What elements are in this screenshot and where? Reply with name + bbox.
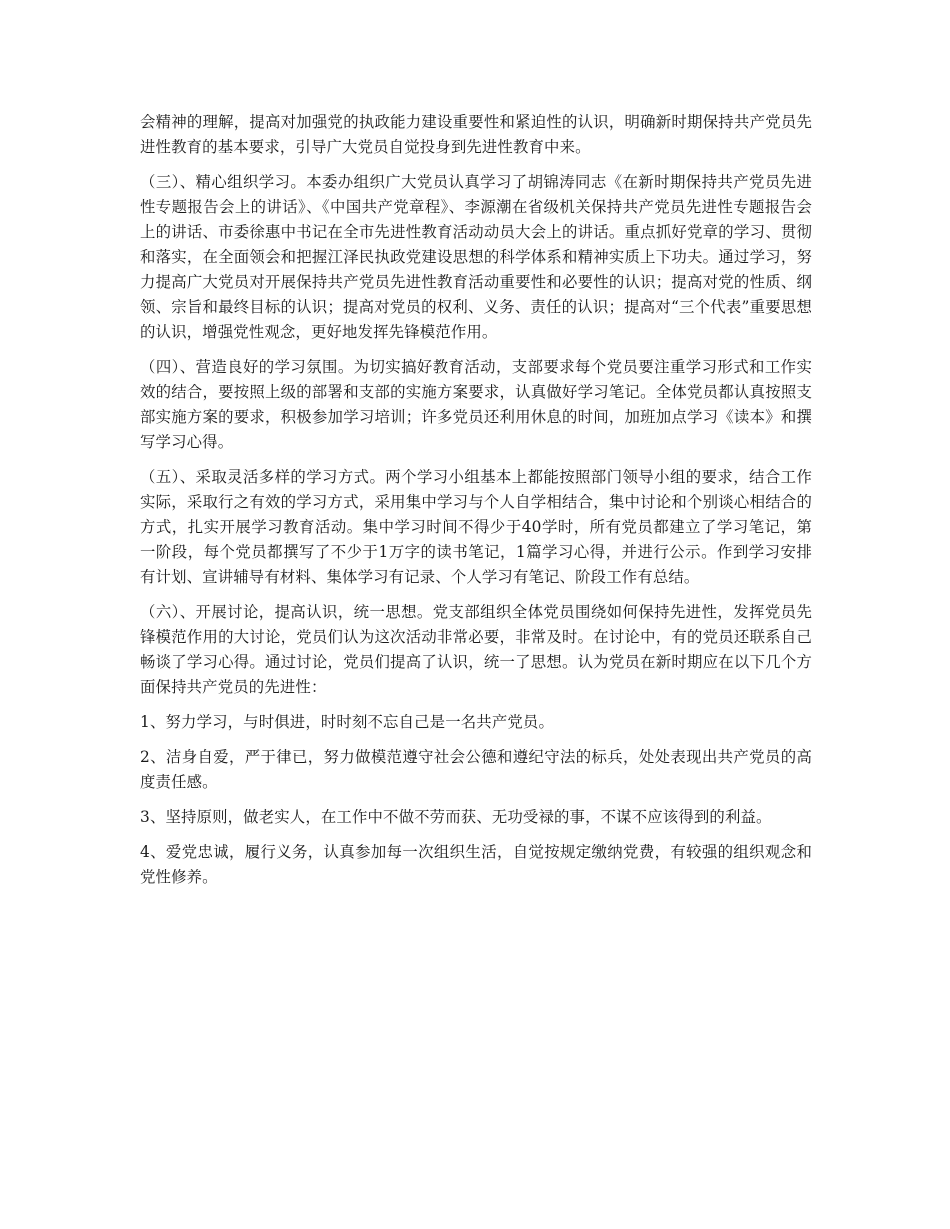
document-page (140, 110, 812, 900)
list-item-1: 1、努力学习，与时俱进，时时刻不忘自己是一名共产党员。 (140, 713, 554, 731)
paragraph-section-6: （六）、开展讨论，提高认识，统一思想。党支部组织全体党员围绕如何保持先进性，发挥党员先锋模范作用的大讨论，党员们认为这次活动非常必要，非常及时。在讨论中，有的党员还联系自己畅谈了学习心得。通过讨论，党员们提高了认识，统一了思想。认为党员在新时期应在以下几个方面保持共产党员的先进性： (140, 603, 812, 696)
paragraph-intro-continuation: 会精神的理解，提高对加强党的执政能力建设重要性和紧迫性的认识，明确新时期保持共产党员先进性教育的基本要求，引导广大党员自觉投身到先进性教育中来。 (140, 113, 812, 156)
paragraph-section-3: （三）、精心组织学习。本委办组织广大党员认真学习了胡锦涛同志《在新时期保持共产党员先进性专题报告会上的讲话》、《中国共产党章程》、李源潮在省级机关保持共产党员先进性专题报告会上的讲话、市委徐惠中书记在全市先进性教育活动动员大会上的讲话。重点抓好党章的学习、贯彻和落实，在全面领会和把握江泽民执政党建设思想的科学体系和精神实质上下功夫。通过学习，努力提高广大党员对开展保持共产党员先进性教育活动重要性和必要性的认识；提高对党的性质、纲领、宗旨和最终目标的认识；提高对党员的权利、义务、责任的认识；提高对“三个代表”重要思想的认识，增强党性观念，更好地发挥先锋模范作用。 (140, 173, 812, 341)
paragraph-section-5: （五）、采取灵活多样的学习方式。两个学习小组基本上都能按照部门领导小组的要求，结合工作实际，采取行之有效的学习方式，采用集中学习与个人自学相结合，集中讨论和个别谈心相结合的方式，扎实开展学习教育活动。集中学习时间不得少于40学时，所有党员都建立了学习笔记，第一阶段，每个党员都撰写了不少于1万字的读书笔记，1篇学习心得，并进行公示。作到学习安排有计划、宣讲辅导有材料、集体学习有记录、个人学习有笔记、阶段工作有总结。 (140, 468, 812, 586)
list-item-4: 4、爱党忠诚，履行义务，认真参加每一次组织生活，自觉按规定缴纳党费，有较强的组织观念和党性修养。 (140, 843, 812, 886)
list-item-2: 2、洁身自爱，严于律已，努力做模范遵守社会公德和遵纪守法的标兵，处处表现出共产党员的高度责任感。 (140, 748, 812, 791)
paragraph-section-4: （四）、营造良好的学习氛围。为切实搞好教育活动，支部要求每个党员要注重学习形式和工作实效的结合，要按照上级的部署和支部的实施方案要求，认真做好学习笔记。全体党员都认真按照支部实施方案的要求，积极参加学习培训；许多党员还利用休息的时间，加班加点学习《读本》和撰写学习心得。 (140, 358, 812, 451)
list-item-3: 3、坚持原则，做老实人，在工作中不做不劳而获、无功受禄的事，不谋不应该得到的利益。 (140, 808, 772, 826)
